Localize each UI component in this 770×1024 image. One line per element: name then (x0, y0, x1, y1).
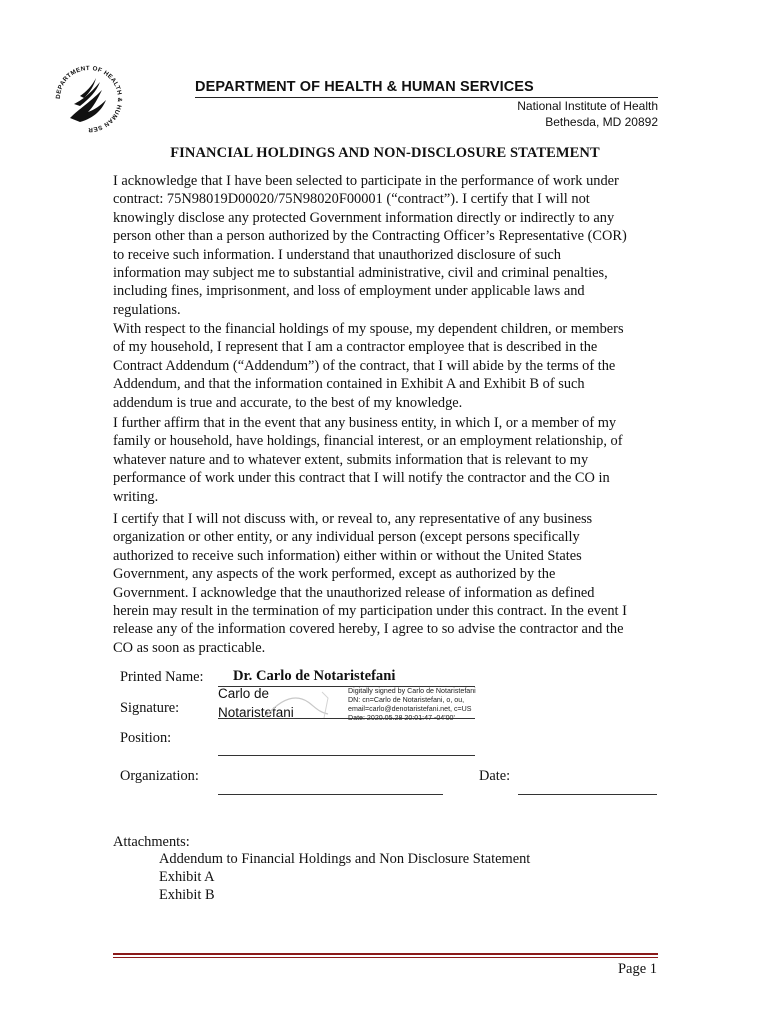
signature-watermark-icon (262, 688, 332, 722)
position-label: Position: (120, 730, 172, 746)
printed-name-value[interactable]: Dr. Carlo de Notaristefani (233, 668, 396, 684)
paragraph-line: information may subject me to substantial administrative, civil and criminal penalties, (113, 265, 608, 282)
paragraph-line: With respect to the financial holdings of my spouse, my dependent children, or members (113, 321, 624, 337)
paragraph-line: writing. (113, 488, 159, 505)
date-label: Date: (479, 768, 511, 784)
paragraph-line: organization or other entity, or any individual person (except persons specifically (113, 529, 580, 546)
hhs-eagle-seal-icon (50, 60, 128, 138)
signature-label: Signature: (120, 700, 180, 716)
paragraph-line: Contract Addendum (“Addendum”) of the contract, that I will abide by the terms of the (113, 357, 616, 374)
signature-name-line2: Notaristefani (218, 705, 294, 720)
paragraph-line: herein may result in the termination of my participation under this contract. In the event I (113, 603, 627, 620)
paragraph-line: of my household, I represent that I am a contractor employee that is described in the (113, 339, 598, 356)
paragraph-line: including fines, imprisonment, and loss of employment under applicable laws and (113, 283, 585, 300)
paragraph-line: authorized to receive such information) either within or without the United States (113, 547, 582, 564)
paragraph-line: addendum is true and accurate, to the best of my knowledge. (113, 394, 463, 411)
signature-name-line1: Carlo de (218, 686, 270, 701)
paragraph-affirmation (113, 414, 658, 506)
printed-name-label: Printed Name: (120, 669, 204, 685)
attachment-item: Exhibit B (159, 887, 215, 903)
paragraph-non-disclosure (113, 510, 658, 657)
paragraph-line: I certify that I will not discuss with, or reveal to, any representative of any business (113, 511, 593, 527)
signature-detail: DN: cn=Carlo de Notaristefani, o, ou, (348, 696, 465, 704)
signature-detail: Date: 2020.05.28 20:01:47 -04'00' (348, 714, 455, 722)
document-title: FINANCIAL HOLDINGS AND NON-DISCLOSURE STATEMENT (170, 145, 600, 161)
paragraph-line: to receive such information. I understand that unauthorized disclosure of such (113, 246, 561, 263)
attachment-item: Addendum to Financial Holdings and Non Disclosure Statement (159, 851, 531, 867)
footer-divider-thick (113, 953, 658, 955)
paragraph-line: contract: 75N98019D00020/75N98020F00001 (“contract”). I certify that I will not (113, 191, 590, 208)
attachments-label: Attachments: (113, 834, 190, 850)
organization-field[interactable] (218, 794, 443, 795)
paragraph-line: I further affirm that in the event that any business entity, in which I, or a member of my (113, 415, 617, 431)
paragraph-line: Government, any aspects of the work performed, except as authorized by the (113, 566, 556, 583)
page-number: Page 1 (617, 961, 657, 977)
attachment-item: Exhibit A (159, 869, 215, 885)
seal-text: DEPARTMENT OF HEALTH & HUMAN SER (54, 64, 124, 134)
paragraph-line: release any of the information covered hereby, I agree to so advise the contractor and the (113, 621, 624, 638)
footer-divider-thin (113, 957, 658, 958)
header-divider (195, 97, 658, 98)
organization-label: Organization: (120, 768, 199, 784)
institute-name: National Institute of Health (517, 99, 658, 113)
institute-location: Bethesda, MD 20892 (545, 115, 658, 129)
paragraph-line: CO as soon as practicable. (113, 639, 266, 656)
paragraph-acknowledgement (113, 172, 658, 319)
paragraph-financial-holdings (113, 320, 658, 412)
paragraph-line: whatever nature and to whatever extent, submits information that is relevant to my (113, 451, 589, 468)
department-title: DEPARTMENT OF HEALTH & HUMAN SERVICES (195, 79, 534, 95)
signature-underline (218, 718, 475, 719)
paragraph-line: performance of work under this contract that I will notify the contractor and the CO in (113, 470, 610, 487)
paragraph-line: family or household, have holdings, financial interest, or an employment relationship, of (113, 433, 623, 450)
paragraph-line: regulations. (113, 301, 181, 318)
paragraph-line: Addendum, and that the information contained in Exhibit A and Exhibit B of such (113, 376, 585, 393)
paragraph-line: knowingly disclose any protected Government information directly or indirectly to any (113, 209, 615, 226)
signature-detail: email=carlo@denotaristefani.net, c=US (348, 705, 472, 713)
date-field[interactable] (518, 794, 657, 795)
paragraph-line: Government. I acknowledge that the unauthorized release of information as defined (113, 584, 595, 601)
position-field[interactable] (218, 755, 475, 756)
signature-detail: Digitally signed by Carlo de Notaristefani (348, 687, 476, 695)
paragraph-line: I acknowledge that I have been selected to participate in the performance of work under (113, 173, 619, 189)
paragraph-line: person other than a person authorized by the Contracting Officer’s Representative (COR) (113, 228, 627, 245)
